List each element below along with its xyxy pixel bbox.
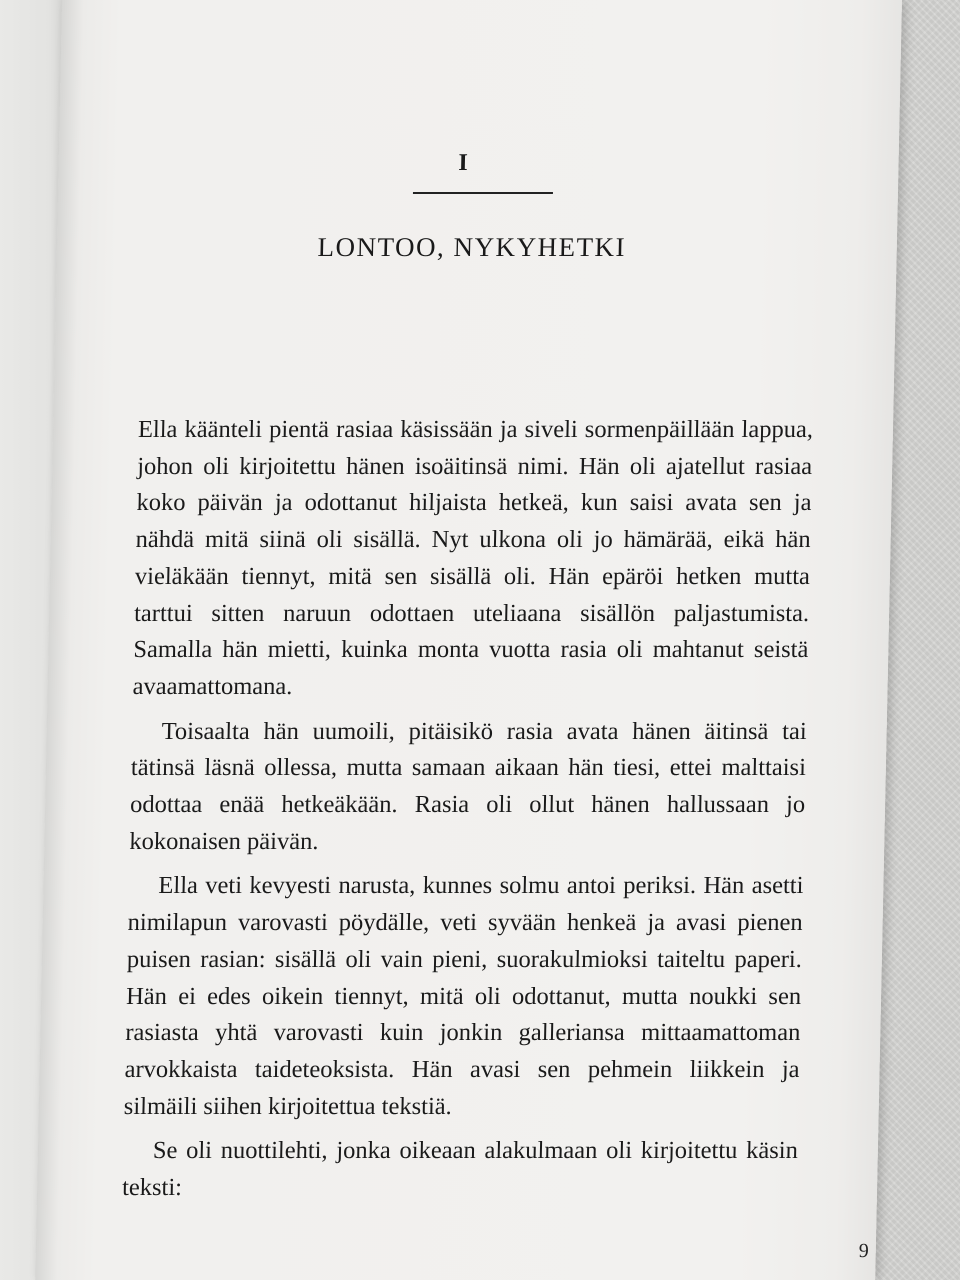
body-text	[122, 412, 814, 1207]
paragraph: Ella käänteli pientä rasiaa käsissään ja siveli sormenpäillään lappua, johon oli kirjoitettu hänen isoäitinsä nimi. Hän oli ajatellut rasiaa koko päivän ja odottanut hiljaista hetkeä, kun saisi avata sen ja nähdä mitä siinä oli sisällä. Nyt ulkona oli jo hämärää, eikä hän vieläkään tiennyt, mitä sen sisällä oli. Hän epäröi hetken mutta tarttui sitten naruun odottaen uteliaana sisällön paljastumista. Samalla hän mietti, kuinka monta vuotta rasia oli mahtanut seistä avaamattomana.	[132, 416, 814, 700]
paragraph: Se oli nuottilehti, jonka oikeaan alakulmaan oli kirjoitettu käsin teksti:	[121, 1137, 799, 1202]
book-page	[35, 0, 902, 1280]
paragraph: Ella veti kevyesti narusta, kunnes solmu antoi periksi. Hän asetti nimilapun varovasti pöydälle, veti syvään henkeä ja avasi pienen puisen rasian: sisällä oli vain pieni, suorakulmioksi taiteltu paperi. Hän ei edes oikein tiennyt, mitä oli odottanut, mutta noukki sen rasiasta yhtä varovasti kuin jonkin galleriansa mittaamattoman arvokkaista taideteoksista. Hän avasi sen pehmein liikkein ja silmäili siihen kirjoitettua tekstiä.	[123, 872, 804, 1120]
chapter-number: I	[458, 150, 470, 176]
page-number: 9	[858, 1240, 870, 1262]
chapter-divider	[413, 192, 553, 194]
page-content	[120, 0, 870, 1280]
paragraph: Toisaalta hän uumoili, pitäisikö rasia avata hänen äitinsä tai tätinsä läsnä ollessa, mutta samaan aikaan hän tiesi, ettei malttaisi odottaa enää hetkeäkään. Rasia oli ollut hänen hallussaan jo kokonaisen päivän.	[129, 717, 807, 855]
chapter-title: LONTOO, NYKYHETKI	[317, 232, 627, 262]
